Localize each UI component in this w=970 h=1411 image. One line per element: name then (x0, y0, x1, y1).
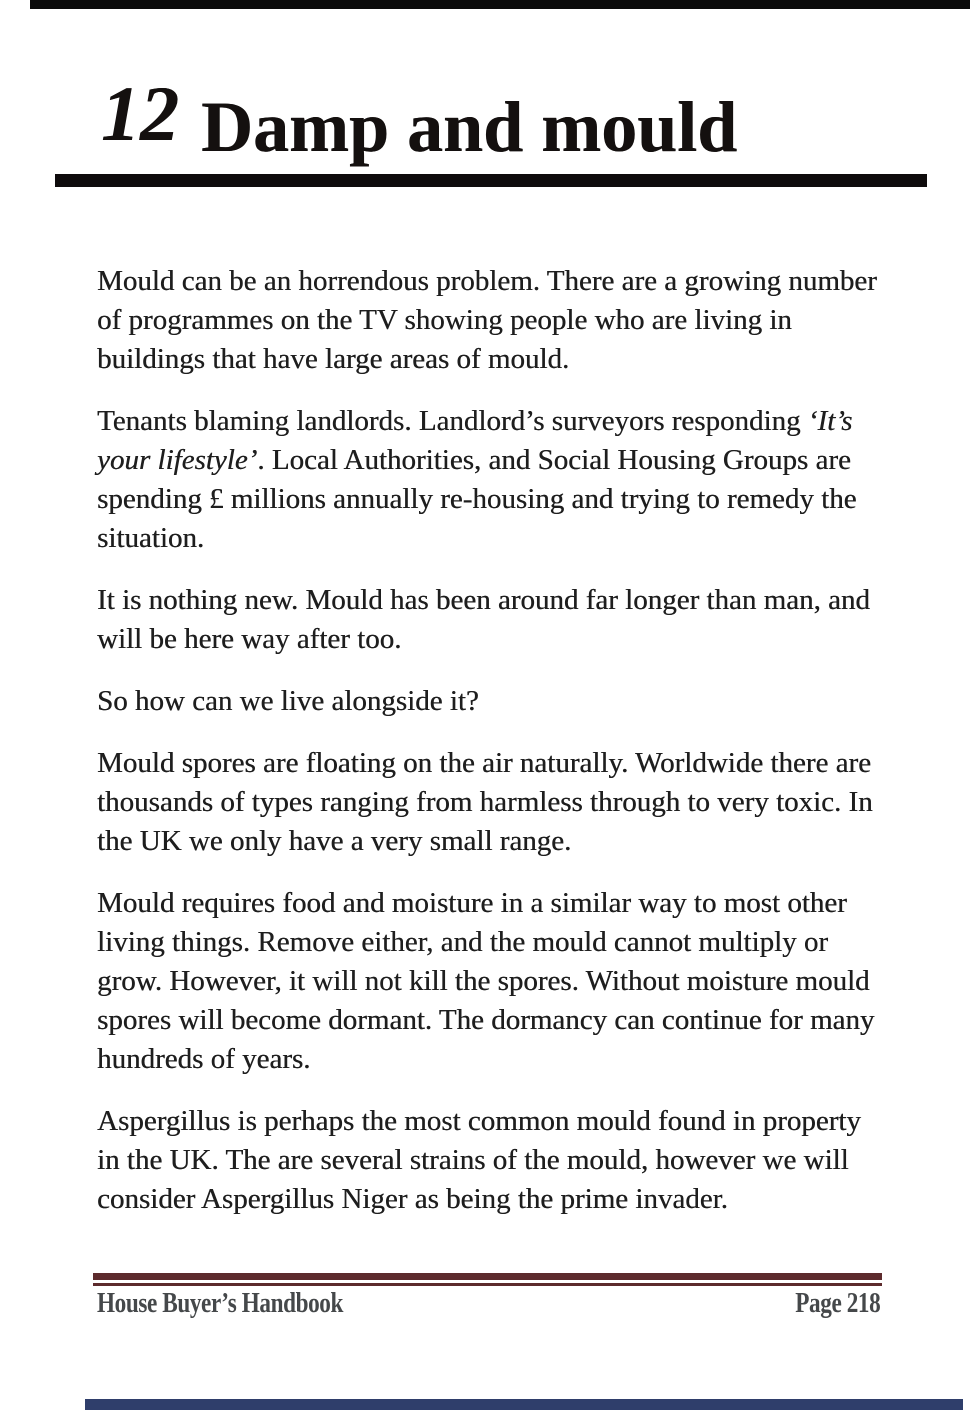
footer-book-title: House Buyer’s Handbook (97, 1287, 344, 1319)
paragraph (97, 682, 887, 721)
text-line (97, 962, 887, 1001)
heading-rule (55, 174, 927, 187)
text-segment: situation. (97, 522, 205, 554)
text-line (97, 822, 887, 861)
footer-rule-thin (93, 1283, 882, 1286)
text-line (97, 519, 887, 558)
text-segment: It is nothing new. Mould has been around far longer than man, and (97, 584, 870, 616)
footer-page-number: Page 218 (794, 1287, 880, 1319)
italic-text-segment: your lifestyle’ (97, 444, 258, 476)
text-line (97, 1180, 887, 1219)
text-line (97, 682, 887, 721)
chapter-number: 12 (101, 70, 179, 157)
text-line (97, 1040, 887, 1079)
text-segment: Tenants blaming landlords. Landlord’s surveyors responding (97, 405, 808, 437)
text-line (97, 783, 887, 822)
page-footer (97, 1289, 880, 1318)
text-segment: Mould spores are floating on the air naturally. Worldwide there are (97, 747, 871, 779)
text-line (97, 402, 887, 441)
text-segment: of programmes on the TV showing people who are living in (97, 304, 792, 336)
text-line (97, 1102, 887, 1141)
page-title: Damp and mould (201, 87, 738, 167)
text-segment: the UK we only have a very small range. (97, 825, 572, 857)
text-segment: spores will become dormant. The dormancy can continue for many (97, 1004, 875, 1036)
text-line (97, 480, 887, 519)
paragraph (97, 402, 887, 558)
paragraph (97, 884, 887, 1079)
text-segment: hundreds of years. (97, 1043, 311, 1075)
text-segment: . Local Authorities, and Social Housing Groups are (257, 444, 851, 476)
body-text (97, 262, 887, 1219)
text-line (97, 1141, 887, 1180)
text-line (97, 581, 887, 620)
text-segment: spending £ millions annually re-housing and trying to remedy the (97, 483, 857, 515)
text-segment: living things. Remove either, and the mould cannot multiply or (97, 926, 828, 958)
text-line (97, 301, 887, 340)
text-line (97, 620, 887, 659)
italic-text-segment: ‘It’s (807, 405, 853, 437)
text-segment: consider Aspergillus Niger as being the prime invader. (97, 1183, 728, 1215)
text-segment: thousands of types ranging from harmless through to very toxic. In (97, 786, 873, 818)
text-line (97, 340, 887, 379)
paragraph (97, 744, 887, 861)
text-segment: buildings that have large areas of mould. (97, 343, 570, 375)
paragraph (97, 262, 887, 379)
text-segment: in the UK. The are several strains of the mould, however we will (97, 1144, 849, 1176)
text-segment: grow. However, it will not kill the spores. Without moisture mould (97, 965, 870, 997)
text-segment: Mould requires food and moisture in a similar way to most other (97, 887, 847, 919)
bottom-edge-scan-artifact (85, 1399, 963, 1410)
text-line (97, 884, 887, 923)
text-line (97, 262, 887, 301)
text-line (97, 1001, 887, 1040)
top-edge-scan-artifact (30, 0, 970, 9)
paragraph (97, 581, 887, 659)
text-segment: So how can we live alongside it? (97, 685, 479, 717)
text-line (97, 441, 887, 480)
footer-rule-thick (93, 1273, 882, 1280)
paragraph (97, 1102, 887, 1219)
chapter-heading (101, 70, 738, 167)
text-line (97, 923, 887, 962)
text-segment: Aspergillus is perhaps the most common mould found in property (97, 1105, 861, 1137)
text-segment: will be here way after too. (97, 623, 402, 655)
text-line (97, 744, 887, 783)
text-segment: Mould can be an horrendous problem. There are a growing number (97, 265, 877, 297)
